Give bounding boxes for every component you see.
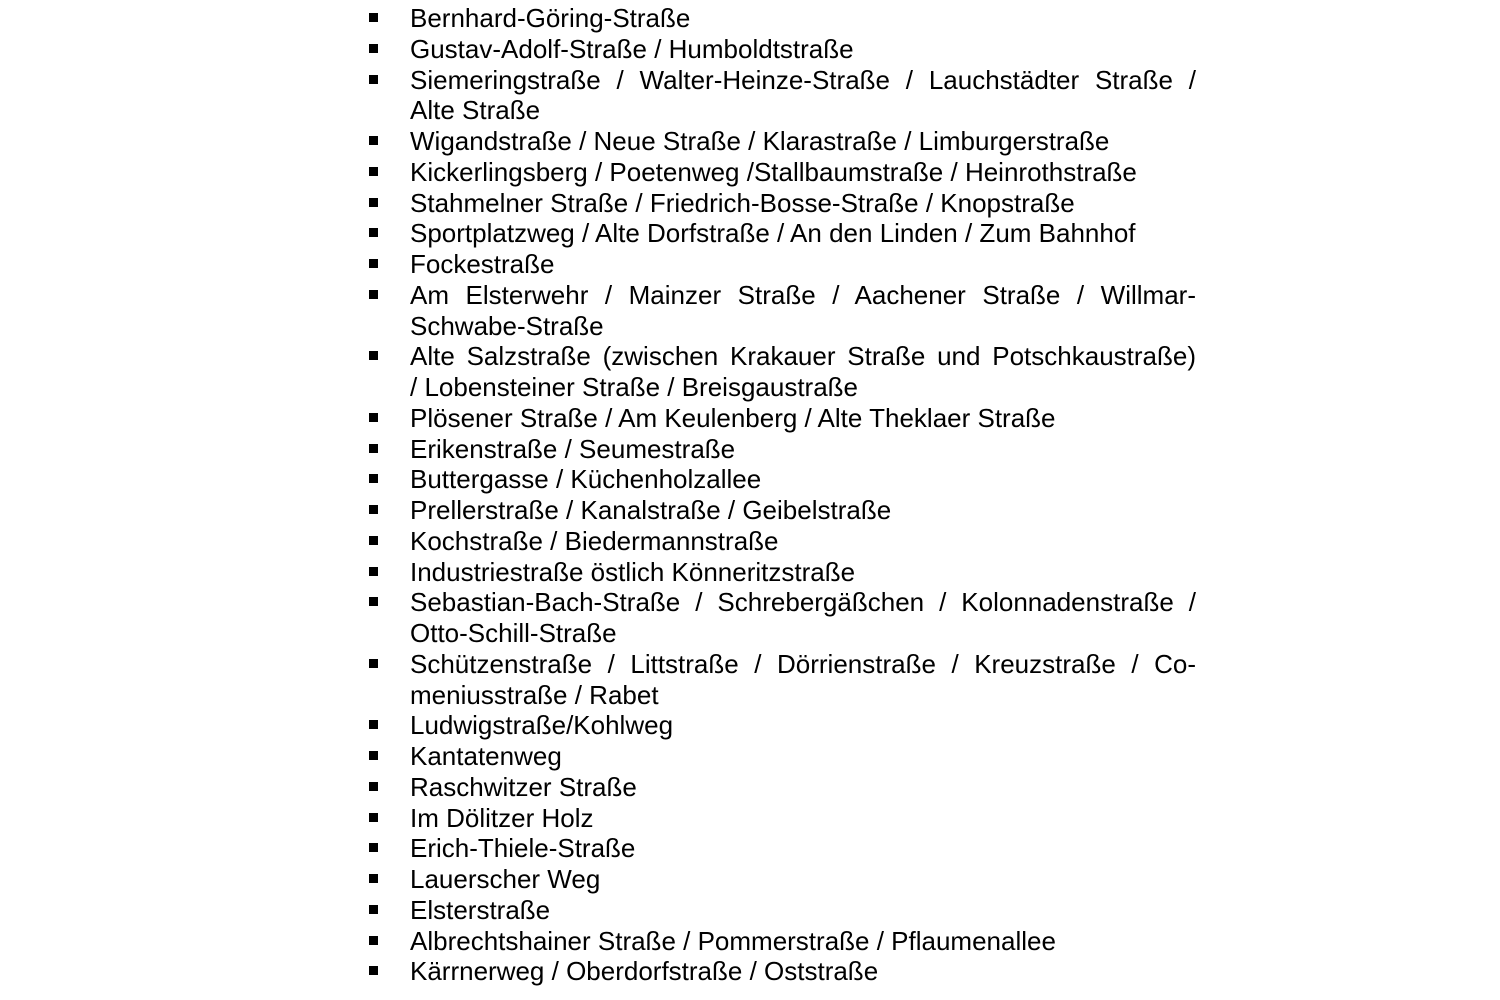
list-item-text — [410, 126, 1196, 157]
bullet-square-icon — [369, 895, 410, 914]
bullet-square-icon — [369, 188, 410, 207]
list-item-text — [410, 587, 1196, 649]
list-item-text — [410, 495, 1196, 526]
list-item-line: Schützenstraße / Littstraße / Dörrienstraße / Kreuzstraße / Co- — [410, 648, 1196, 679]
list-item-line: Albrechtshainer Straße / Pommerstraße / Pflaumenallee — [410, 925, 1056, 956]
list-item-text — [410, 772, 1196, 803]
bullet-square-icon — [369, 403, 410, 422]
list-item-text — [410, 864, 1196, 895]
list-item-line: / Lobensteiner Straße / Breisgaustraße — [410, 372, 859, 402]
bullet-square-icon — [369, 864, 410, 883]
list-item-line: Alte Straße — [410, 95, 541, 126]
list-item — [369, 434, 1199, 465]
list-item-line: Kickerlingsberg / Poetenweg /Stallbaumstraße / Heinrothstraße — [410, 156, 1137, 187]
bullet-square-icon — [369, 126, 410, 145]
list-item-text — [410, 249, 1196, 280]
list-item — [369, 249, 1199, 280]
list-item — [369, 956, 1199, 987]
list-item — [369, 34, 1199, 65]
list-item-line: Kochstraße / Biedermannstraße — [410, 525, 779, 556]
list-item — [369, 557, 1199, 588]
list-item-text — [410, 741, 1196, 772]
bullet-square-icon — [369, 526, 410, 545]
list-item-line: Wigandstraße / Neue Straße / Klarastraße / Limburgerstraße — [410, 126, 1110, 156]
list-item-line: Buttergasse / Küchenholzallee — [410, 464, 762, 495]
list-item-line: Plösener Straße / Am Keulenberg / Alte Theklaer Straße — [410, 402, 1056, 433]
list-item-line: Am Elsterwehr / Mainzer Straße / Aachener Straße / Willmar- — [410, 279, 1196, 310]
list-item-line: Schwabe-Straße — [410, 310, 604, 341]
list-item — [369, 926, 1199, 957]
list-item-line: Sebastian-Bach-Straße / Schrebergäßchen / Kolonnadenstraße / — [410, 587, 1196, 618]
bullet-square-icon — [369, 587, 410, 606]
bullet-square-icon — [369, 341, 410, 360]
list-item — [369, 649, 1199, 711]
list-item-line: Ludwigstraße/Kohlweg — [410, 710, 674, 741]
list-item-text — [410, 341, 1196, 403]
bullet-square-icon — [369, 741, 410, 760]
list-item-text — [410, 895, 1196, 926]
list-item-line: Raschwitzer Straße — [410, 771, 637, 802]
list-item-text — [410, 65, 1196, 127]
street-list — [369, 3, 1199, 987]
list-item — [369, 895, 1199, 926]
list-item-text — [410, 403, 1196, 434]
list-item-line: Siemeringstraße / Walter-Heinze-Straße / Lauchstädter Straße / — [410, 64, 1196, 95]
list-item-text — [410, 649, 1196, 711]
list-item-line: Kantatenweg — [410, 741, 562, 771]
list-item-text — [410, 956, 1196, 987]
list-item-line: Erich-Thiele-Straße — [410, 833, 636, 864]
list-item-line: Erikenstraße / Seumestraße — [410, 433, 736, 464]
list-item-line: Otto-Schill-Straße — [410, 618, 617, 648]
bullet-square-icon — [369, 249, 410, 268]
list-item-line: Bernhard-Göring-Straße — [410, 3, 691, 33]
list-item-line: Kärrnerweg / Oberdorfstraße / Oststraße — [410, 956, 879, 987]
list-item — [369, 188, 1199, 219]
bullet-square-icon — [369, 218, 410, 237]
bullet-square-icon — [369, 803, 410, 822]
list-item-line: Stahmelner Straße / Friedrich-Bosse-Straße / Knopstraße — [410, 187, 1075, 218]
bullet-square-icon — [369, 65, 410, 84]
document-page — [369, 3, 1199, 987]
list-item — [369, 464, 1199, 495]
list-item-text — [410, 434, 1196, 465]
list-item — [369, 280, 1199, 342]
bullet-square-icon — [369, 833, 410, 852]
bullet-square-icon — [369, 3, 410, 22]
list-item-text — [410, 710, 1196, 741]
list-item — [369, 710, 1199, 741]
list-item-text — [410, 464, 1196, 495]
list-item-text — [410, 280, 1196, 342]
list-item-text — [410, 926, 1196, 957]
list-item-line: Gustav-Adolf-Straße / Humboldtstraße — [410, 33, 854, 64]
bullet-square-icon — [369, 557, 410, 576]
list-item-text — [410, 157, 1196, 188]
list-item-line: Im Dölitzer Holz — [410, 802, 594, 833]
list-item — [369, 587, 1199, 649]
list-item — [369, 526, 1199, 557]
bullet-square-icon — [369, 956, 410, 975]
list-item-text — [410, 557, 1196, 588]
list-item-text — [410, 803, 1196, 834]
list-item-text — [410, 833, 1196, 864]
list-item-text — [410, 218, 1196, 249]
list-item-line: Alte Salzstraße (zwischen Krakauer Straße und Potschkaustraße) — [410, 341, 1196, 372]
bullet-square-icon — [369, 157, 410, 176]
list-item — [369, 3, 1199, 34]
list-item-line: Elsterstraße — [410, 894, 551, 925]
list-item-text — [410, 526, 1196, 557]
bullet-square-icon — [369, 710, 410, 729]
list-item-line: Sportplatzweg / Alte Dorfstraße / An den Linden / Zum Bahnhof — [410, 218, 1136, 249]
bullet-square-icon — [369, 34, 410, 53]
bullet-square-icon — [369, 926, 410, 945]
list-item — [369, 803, 1199, 834]
list-item-text — [410, 188, 1196, 219]
bullet-square-icon — [369, 464, 410, 483]
list-item — [369, 833, 1199, 864]
list-item-text — [410, 34, 1196, 65]
bullet-square-icon — [369, 280, 410, 299]
bullet-square-icon — [369, 772, 410, 791]
bullet-square-icon — [369, 434, 410, 453]
list-item-text — [410, 3, 1196, 34]
list-item — [369, 741, 1199, 772]
list-item — [369, 864, 1199, 895]
bullet-square-icon — [369, 649, 410, 668]
list-item-line: meniusstraße / Rabet — [410, 679, 659, 710]
bullet-square-icon — [369, 495, 410, 514]
list-item-line: Fockestraße — [410, 249, 555, 279]
list-item-line: Prellerstraße / Kanalstraße / Geibelstraße — [410, 495, 892, 525]
list-item — [369, 772, 1199, 803]
list-item — [369, 403, 1199, 434]
list-item — [369, 495, 1199, 526]
list-item — [369, 218, 1199, 249]
list-item — [369, 157, 1199, 188]
list-item — [369, 65, 1199, 127]
list-item-line: Industriestraße östlich Könneritzstraße — [410, 556, 856, 587]
list-item — [369, 341, 1199, 403]
list-item-line: Lauerscher Weg — [410, 864, 601, 894]
list-item — [369, 126, 1199, 157]
